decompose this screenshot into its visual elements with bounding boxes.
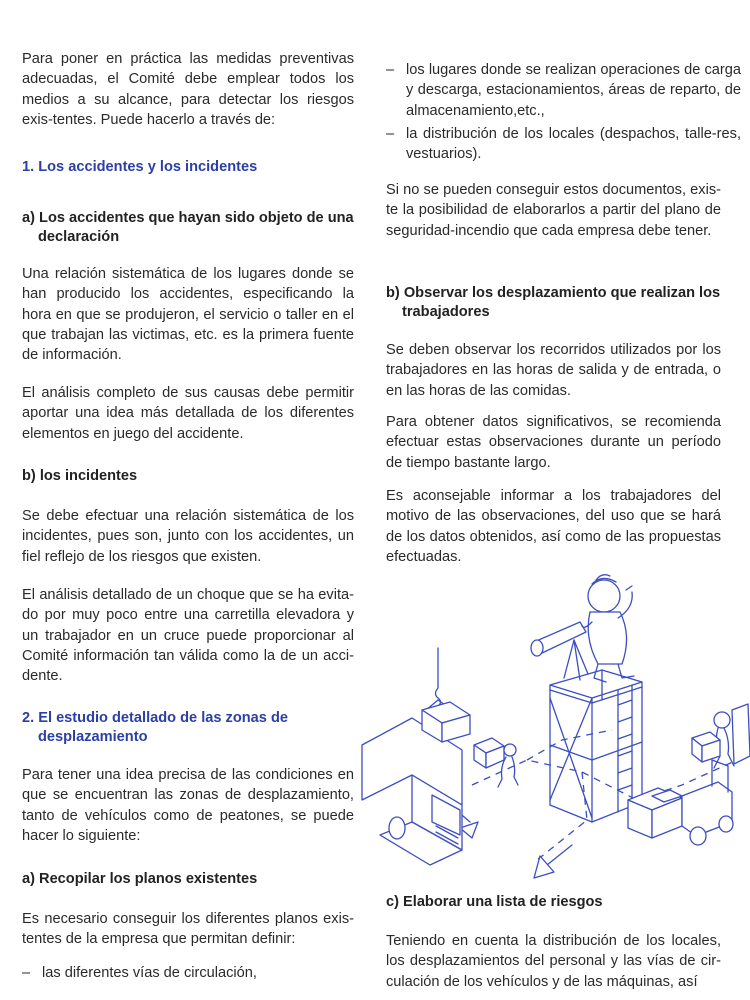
crane-hook-icon [422,648,470,742]
subsection-b-title: b) los incidentes [22,468,138,484]
paragraph-incidents-2: El análisis detallado de un choque que se ha evita-do por muy poco entre una carretilla elevadora y un trabajador en un cruce puede proporcionar al Comité información tan válida como la de un acci-dente. [22,587,354,685]
section-2-title [22,709,354,747]
paragraph-accidents-1: Una relación sistemática de los lugares donde se han producido los accidentes, especificando la hora en que se produjeron, el servicio o taller en el que trabajan las victimas, etc. es la primera fuente de información. [22,266,354,364]
subsection-2a-title: a) Recopilar los planos existentes [22,871,258,887]
arrow-icon [534,845,572,878]
subsection-c-title: c) Elaborar una lista de riesgos [386,894,603,910]
subsection-b-right-line2: trabajadores [402,304,490,320]
worker-carrying-boxes-icon [474,738,518,787]
paragraph-plans: Es necesario conseguir los diferentes planos exis-tentes de la empresa que permitan definir: [22,911,354,948]
forklift-icon [628,760,733,845]
observer-with-telescope-icon [531,575,634,682]
paragraph-routes: Se deben observar los recorridos utilizados por los trabajadores en las horas de salida y de entrada, o en las horas de las comidas. [386,342,721,399]
section-1-title: 1. Los accidentes y los incidentes [22,159,258,175]
subsection-a-line2: declaración [38,229,120,245]
paragraph-significant-data: Para obtener datos significativos, se recomienda efectuar estas observaciones durante un período de tiempo bastante largo. [386,414,721,471]
subsection-a-title [22,209,354,247]
observer-on-scaffold-illustration [352,560,750,890]
scaffold-icon [550,670,642,822]
paragraph-inform-workers: Es aconsejable informar a los trabajadores del motivo de las observaciones, del uso que se hará de los datos obtenidos, así como de las propuestas efectuadas. [386,488,721,565]
intro-paragraph: Para poner en práctica las medidas preventivas adecuadas, el Comité debe emplear todos los medios a su alcance, para detectar los riesgos exis-tentes. Puede hacerlo a través de: [22,51,354,128]
subsection-b-right-title [386,284,721,322]
section-2-line2: desplazamiento [38,729,148,745]
worker-pushing-box-icon [692,704,750,768]
section-2-line1: 2. El estudio detallado de las zonas de [22,710,289,726]
paragraph-incidents-1: Se debe efectuar una relación sistemática de los incidentes, pues son, junto con los accidentes, un fiel reflejo de los riesgos que existen. [22,508,354,565]
paragraph-zones: Para tener una idea precisa de las condiciones en que se encuentran las zonas de desplazamiento, tanto de vehículos como de peatones, se puede hacer lo siguiente: [22,767,354,844]
bullet-circulation: – las diferentes vías de circulación, [22,963,374,983]
paragraph-risk-list: Teniendo en cuenta la distribución de los locales, los desplazamientos del personal y las vías de cir-culación de los vehículos y de las máquinas, así [386,933,721,990]
subsection-b-right-line1: b) Observar los desplazamiento que realizan los [386,285,721,301]
bullet-loading-areas: – los lugares donde se realizan operaciones de carga y descarga, estacionamientos, áreas de reparto, de almacenamiento,etc., [386,60,741,121]
paragraph-documents: Si no se pueden conseguir estos documentos, exis-te la posibilidad de elaborarlos a partir del plano de seguridad-incendio que cada empresa debe tener. [386,182,721,239]
subsection-a-line1: a) Los accidentes que hayan sido objeto de una [22,210,354,226]
paragraph-accidents-2: El análisis completo de sus causas debe permitir aportar una idea más detallada de los diferentes elementos en juego del accidente. [22,385,354,442]
bullet-premises: – la distribución de los locales (despachos, talle-res, vestuarios). [386,124,741,165]
